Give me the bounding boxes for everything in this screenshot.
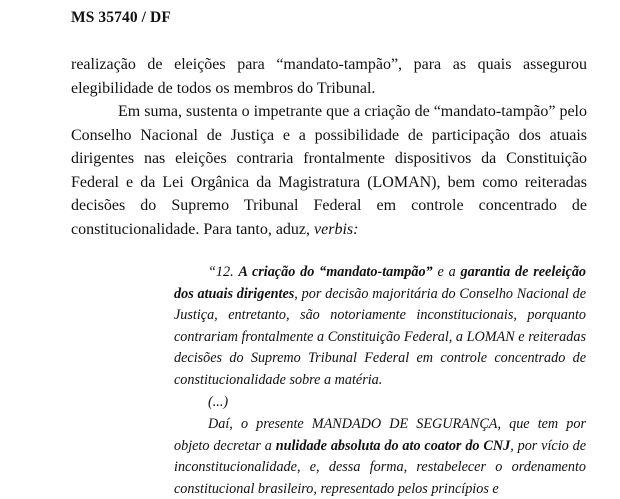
quote-3-start: Daí, o presente MANDADO DE SEGURANÇA, que tem por objeto decretar a xyxy=(174,416,586,454)
quote-ellipsis: (...) xyxy=(208,394,229,410)
body-paragraph-1: realização de eleições para “mandato-tampão”, para as quais assegurou elegibilidade de todos os membros do Tribunal. xyxy=(71,56,587,97)
quote-bold-nulidade: nulidade absoluta do ato coator do CNJ xyxy=(275,437,511,454)
quote-3-rest: , por vício de inconstitucionalidade, e, dessa forma, restabelecer o ordenamento constitucional brasileiro, representado pelos princípios e xyxy=(174,437,587,497)
body-paragraph-2 xyxy=(71,100,587,241)
quote-open: “12. xyxy=(208,264,239,280)
quote-rest: , por decisão majoritária do Conselho Nacional de Justiça, entretanto, são notoriamente inconstitucionais, porquanto contrariam frontalmente a Constituição Federal, a LOMAN e reiteradas decisões do Supremo Tribunal Federal em controle concentrado de constitucionalidade sobre a matéria. xyxy=(174,285,586,388)
paragraph-2-text: Em suma, sustenta o impetrante que a criação de “mandato-tampão” pelo Conselho Nacional de Justiça e a possibilidade de participação dos atuais dirigentes nas eleições contraria frontalmente dispositivos da Constituição Federal e da Lei Orgânica da Magistratura (LOMAN), bem como reiteradas decisões do Supremo Tribunal Federal em controle concentrado de constitucionalidade. Para tanto, aduz, xyxy=(71,103,587,238)
quote-mid: e a xyxy=(432,264,461,280)
quote-bold-reeleicao: garantia de reeleição dos atuais dirigentes xyxy=(174,264,587,302)
quote-paragraph-1 xyxy=(174,262,586,391)
quote-paragraph-2 xyxy=(174,414,586,499)
verbis-term: verbis: xyxy=(314,220,359,238)
case-number-header: MS 35740 / DF xyxy=(71,9,171,26)
quote-bold-mandato: A criação do “mandato-tampão” xyxy=(238,264,433,280)
